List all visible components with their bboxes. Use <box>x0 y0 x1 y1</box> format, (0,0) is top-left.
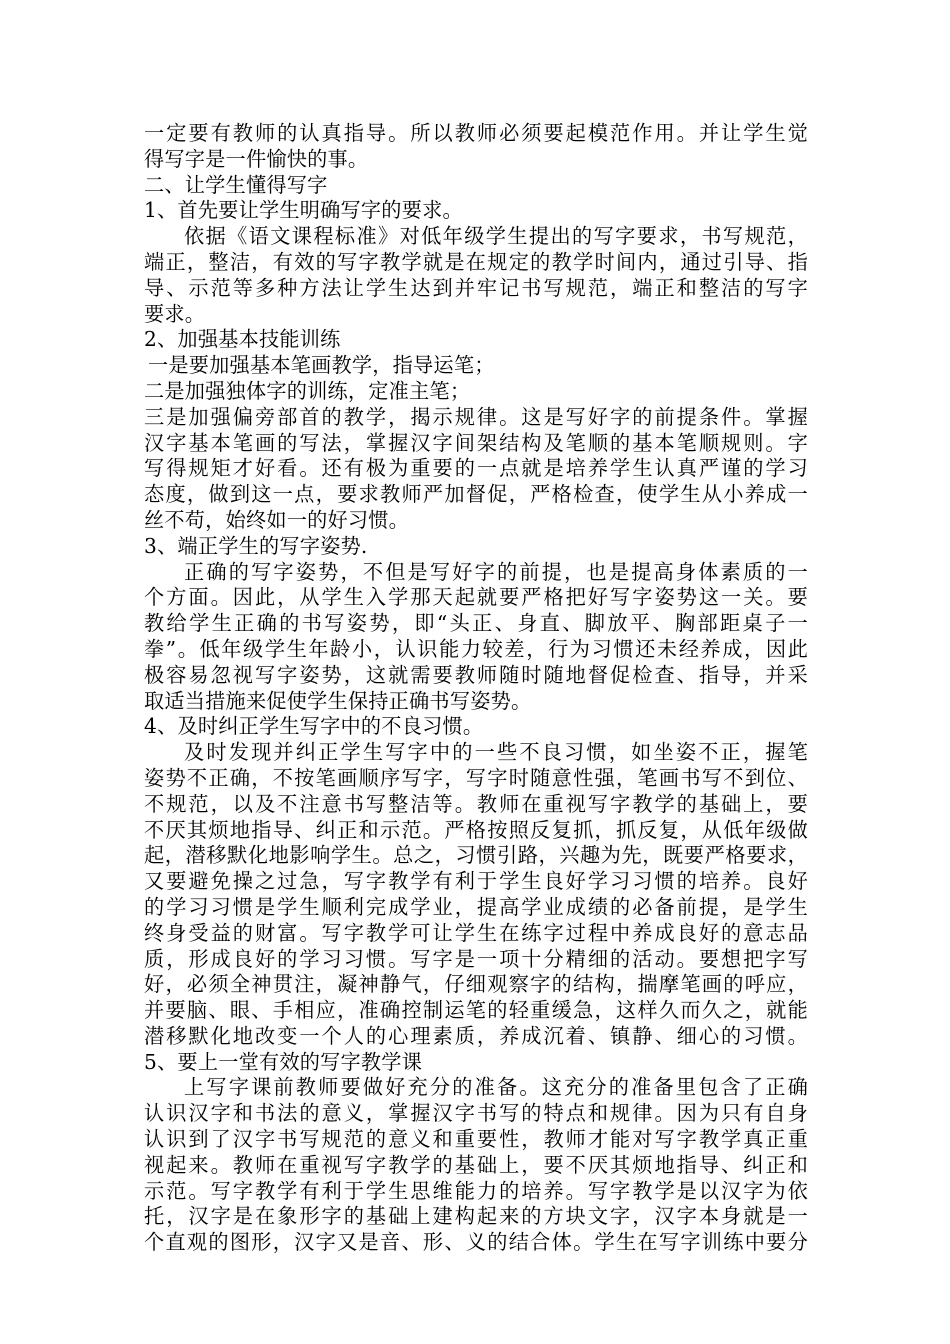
text-line: 不规范，以及不注意书写整洁等。教师在重视写字教学的基础上，要 <box>144 791 808 816</box>
section-heading: 二、让学生懂得写字 <box>144 172 328 197</box>
document-page <box>144 121 808 1256</box>
text-line: 起，潜移默化地影响学生。总之，习惯引路，兴趣为先，既要严格要求， <box>144 843 808 868</box>
text-line: 个直观的图形，汉字又是音、形、义的结合体。学生在写字训练中要分 <box>144 1230 808 1255</box>
text-line: 三是加强偏旁部首的教学，揭示规律。这是写好字的前提条件。掌握 <box>144 404 808 429</box>
text-line: 及时发现并纠正学生写字中的一些不良习惯，如坐姿不正，握笔 <box>184 740 808 765</box>
text-line: 又要避免操之过急，写字教学有利于学生良好学习习惯的培养。良好 <box>144 869 808 894</box>
section-heading: 2、加强基本技能训练 <box>144 327 341 352</box>
text-line: 好，必须全神贯注，凝神静气，仔细观察字的结构，揣摩笔画的呼应， <box>144 972 808 997</box>
text-line: 姿势不正确，不按笔画顺序写字，写字时随意性强，笔画书写不到位、 <box>144 765 808 790</box>
section-heading: 5、要上一堂有效的写字教学课 <box>144 1049 423 1074</box>
text-line: 示范。写字教学有利于学生思维能力的培养。写字教学是以汉字为依 <box>144 1178 808 1203</box>
section-heading: 1、首先要让学生明确写字的要求。 <box>144 198 463 223</box>
text-line: 教给学生正确的书写姿势，即“头正、身直、脚放平、胸部距桌子一 <box>144 611 808 636</box>
text-line: 拳”。低年级学生年龄小，认识能力较差，行为习惯还未经养成，因此 <box>144 636 808 661</box>
text-line: 的学习习惯是学生顺利完成学业，提高学业成绩的必备前提，是学生 <box>144 894 808 919</box>
text-line: 并要脑、眼、手相应，准确控制运笔的轻重缓急，这样久而久之，就能 <box>144 998 808 1023</box>
text-line: 依据《语文课程标准》对低年级学生提出的写字要求，书写规范， <box>184 224 808 249</box>
text-line: 潜移默化地改变一个人的心理素质，养成沉着、镇静、细心的习惯。 <box>144 1023 808 1048</box>
text-line: 极容易忽视写字姿势，这就需要教师随时随地督促检查、指导，并采 <box>144 662 808 687</box>
text-line: 一定要有教师的认真指导。所以教师必须要起模范作用。并让学生觉 <box>144 121 808 145</box>
text-line: 正确的写字姿势，不但是写好字的前提，也是提高身体素质的一 <box>184 559 808 584</box>
text-line: 态度，做到这一点，要求教师严加督促，严格检查，使学生从小养成一 <box>144 482 808 507</box>
text-line: 上写字课前教师要做好充分的准备。这充分的准备里包含了正确 <box>184 1075 808 1100</box>
text-line: 汉字基本笔画的写法，掌握汉字间架结构及笔顺的基本笔顺规则。字 <box>144 430 808 455</box>
section-heading: 3、端正学生的写字姿势. <box>144 533 368 558</box>
text-line: 终身受益的财富。写字教学可让学生在练字过程中养成良好的意志品 <box>144 920 808 945</box>
text-line: 取适当措施来促使学生保持正确书写姿势。 <box>144 688 532 713</box>
section-heading: 4、及时纠正学生写字中的不良习惯。 <box>144 714 484 739</box>
text-line: 丝不苟，始终如一的好习惯。 <box>144 507 410 532</box>
text-line: 导、示范等多种方法让学生达到并牢记书写规范，端正和整洁的写字 <box>144 275 808 300</box>
text-line: 得写字是一件愉快的事。 <box>144 146 369 171</box>
text-line: 认识汉字和书法的意义，掌握汉字书写的特点和规律。因为只有自身 <box>144 1101 808 1126</box>
text-line: 视起来。教师在重视写字教学的基础上，要不厌其烦地指导、纠正和 <box>144 1152 808 1177</box>
text-line: 认识到了汉字书写规范的意义和重要性，教师才能对写字教学真正重 <box>144 1127 808 1152</box>
text-line: 一是要加强基本笔画教学，指导运笔； <box>148 353 495 378</box>
text-line: 二是加强独体字的训练，定准主笔； <box>144 378 471 403</box>
text-line: 托，汉字是在象形字的基础上建构起来的方块文字，汉字本身就是一 <box>144 1204 808 1229</box>
text-line: 质，形成良好的学习习惯。写字是一项十分精细的活动。要想把字写 <box>144 946 808 971</box>
text-line: 不厌其烦地指导、纠正和示范。严格按照反复抓，抓反复，从低年级做 <box>144 817 808 842</box>
text-line: 端正，整洁，有效的写字教学就是在规定的教学时间内，通过引导、指 <box>144 249 808 274</box>
text-line: 要求。 <box>144 301 206 326</box>
text-line: 个方面。因此，从学生入学那天起就要严格把好写字姿势这一关。要 <box>144 585 808 610</box>
text-line: 写得规矩才好看。还有极为重要的一点就是培养学生认真严谨的学习 <box>144 456 808 481</box>
